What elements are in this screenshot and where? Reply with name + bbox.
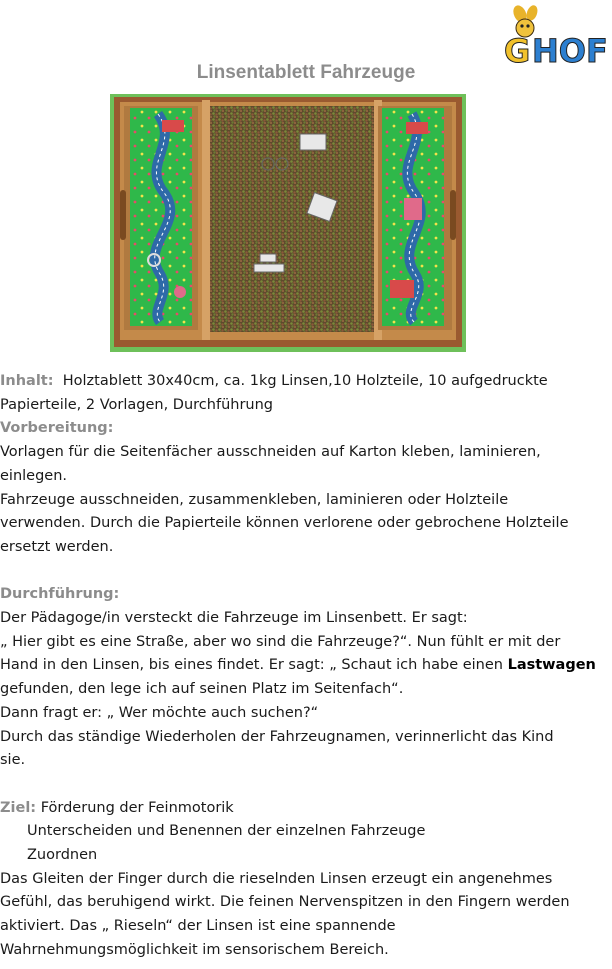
document-body xyxy=(0,370,608,963)
vorbereitung-line: ersetzt werden. xyxy=(0,538,114,555)
durchfuehrung-line: Durch das ständige Wiederholen der Fahrzeugnamen, verinnerlicht das Kind xyxy=(0,728,554,745)
durchfuehrung-line: sie. xyxy=(0,752,26,769)
tray-photo xyxy=(110,94,466,352)
durchfuehrung-label: Durchführung: xyxy=(0,586,120,603)
ziel-line: Das Gleiten der Finger durch die rieselnden Linsen erzeugt ein angenehmes xyxy=(0,870,553,887)
durchfuehrung-line: Dann fragt er: „ Wer möchte auch suchen?“ xyxy=(0,704,319,721)
bold-word-lastwagen: Lastwagen xyxy=(507,657,596,674)
durchfuehrung-line xyxy=(0,654,608,678)
ziel-item: Unterscheiden und Benennen der einzelnen Fahrzeuge xyxy=(27,823,426,840)
durchfuehrung-line: „ Hier gibt es eine Straße, aber wo sind die Fahrzeuge?“. Nun fühlt er mit der xyxy=(0,633,561,650)
ziel-line: Gefühl, das beruhigend wirkt. Die feinen Nervenspitzen in den Fingern werden xyxy=(0,894,570,911)
ziel-line-1 xyxy=(0,797,608,821)
ziel-label: Ziel: xyxy=(0,799,37,816)
ziel-item: Zuordnen xyxy=(27,847,98,864)
svg-text:G: G xyxy=(504,32,531,66)
durchfuehrung-line: gefunden, den lege ich auf seinen Platz im Seitenfach“. xyxy=(0,681,404,698)
inhalt-line-2: Papierteile, 2 Vorlagen, Durchführung xyxy=(0,396,273,413)
inhalt-line-1 xyxy=(0,370,608,394)
vorbereitung-line: Fahrzeuge ausschneiden, zusammenkleben, laminieren oder Holzteile xyxy=(0,491,509,508)
vorbereitung-line: einlegen. xyxy=(0,467,68,484)
ziel-line: aktiviert. Das „ Rieseln“ der Linsen ist eine spannende xyxy=(0,918,396,935)
inhalt-text-1: Holztablett 30x40cm, ca. 1kg Linsen,10 Holzteile, 10 aufgedruckte xyxy=(62,373,548,389)
vorbereitung-label: Vorbereitung: xyxy=(0,420,114,437)
svg-text:HOF: HOF xyxy=(532,32,608,66)
inhalt-label: Inhalt: xyxy=(0,373,54,389)
ziel-item: Förderung der Feinmotorik xyxy=(40,799,234,816)
durchfuehrung-text: Hand in den Linsen, bis eines findet. Er sagt: „ Schaut ich habe einen xyxy=(0,657,508,674)
ziel-line: Wahrnehmungsmöglichkeit im sensorischem Bereich. xyxy=(0,941,389,958)
vorbereitung-line: verwenden. Durch die Papierteile können verlorene oder gebrochene Holzteile xyxy=(0,515,569,532)
page-title: Linsentablett Fahrzeuge xyxy=(196,62,416,83)
hof-logo xyxy=(498,4,608,66)
durchfuehrung-line: Der Pädagoge/in versteckt die Fahrzeuge im Linsenbett. Er sagt: xyxy=(0,610,468,627)
vorbereitung-line: Vorlagen für die Seitenfächer ausschneiden auf Karton kleben, laminieren, xyxy=(0,444,541,461)
